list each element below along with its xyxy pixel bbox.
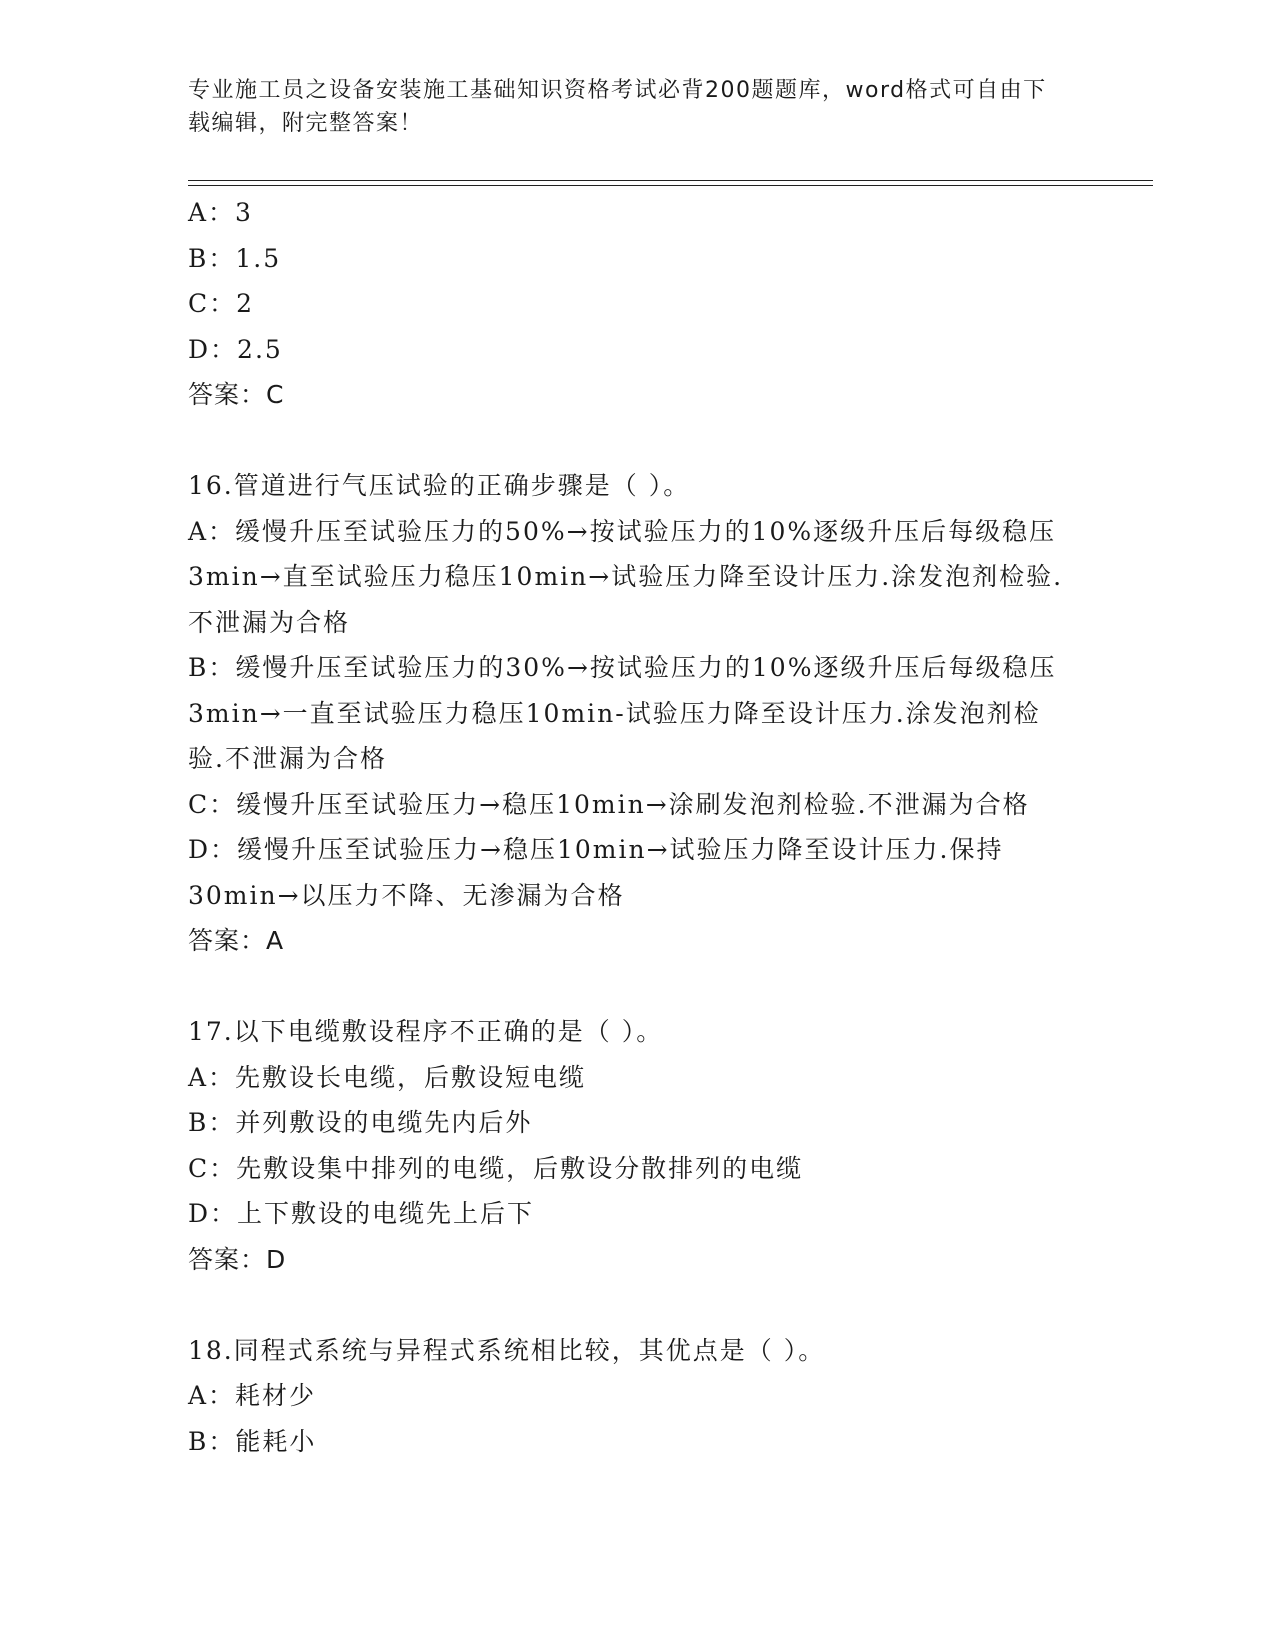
header-divider-top — [188, 180, 1153, 181]
question-list — [188, 190, 1088, 1464]
spacer — [188, 964, 1088, 1010]
question-15-block — [188, 190, 1088, 418]
question-18-block — [188, 1328, 1088, 1465]
answer: 答案：C — [188, 380, 285, 409]
spacer — [188, 1282, 1088, 1328]
option-d: D：缓慢升压至试验压力→稳压10min→试验压力降至设计压力.保持30min→以压力不降、无渗漏为合格 — [188, 835, 1004, 910]
option-a: A：耗材少 — [188, 1381, 317, 1410]
answer: 答案：A — [188, 926, 285, 955]
option-c: C：先敷设集中排列的电缆，后敷设分散排列的电缆 — [188, 1153, 804, 1183]
option-c: C：缓慢升压至试验压力→稳压10min→涂刷发泡剂检验.不泄漏为合格 — [188, 789, 1030, 819]
option-d: D：2.5 — [188, 334, 283, 364]
option-a: A：先敷设长电缆，后敷设短电缆 — [188, 1062, 587, 1092]
question-17-block — [188, 1009, 1088, 1282]
option-b: B：缓慢升压至试验压力的30%→按试验压力的10%逐级升压后每级稳压3min→一直至试验压力稳压10min-试验压力降至设计压力.涂发泡剂检验.不泄漏为合格 — [188, 653, 1057, 773]
option-b: B：并列敷设的电缆先内后外 — [188, 1108, 533, 1137]
option-a: A：缓慢升压至试验压力的50%→按试验压力的10%逐级升压后每级稳压3min→直至试验压力稳压10min→试验压力降至设计压力.涂发泡剂检验.不泄漏为合格 — [188, 516, 1064, 637]
header-divider-bottom — [188, 185, 1153, 186]
question-16-block — [188, 463, 1088, 964]
option-a: A：3 — [188, 198, 253, 227]
question-text: 18.同程式系统与异程式系统相比较，其优点是（ ）。 — [188, 1335, 826, 1365]
option-b: B：能耗小 — [188, 1426, 317, 1456]
option-c: C：2 — [188, 289, 255, 318]
question-text: 17.以下电缆敷设程序不正确的是（ ）。 — [188, 1017, 664, 1046]
question-text: 16.管道进行气压试验的正确步骤是（ ）。 — [188, 471, 691, 500]
spacer — [188, 418, 1088, 464]
option-b: B：1.5 — [188, 243, 282, 273]
document-header: 专业施工员之设备安装施工基础知识资格考试必背200题题库，word格式可自由下载编辑，附完整答案！ — [188, 78, 1047, 136]
answer: 答案：D — [188, 1244, 287, 1274]
option-d: D：上下敷设的电缆先上后下 — [188, 1199, 535, 1228]
